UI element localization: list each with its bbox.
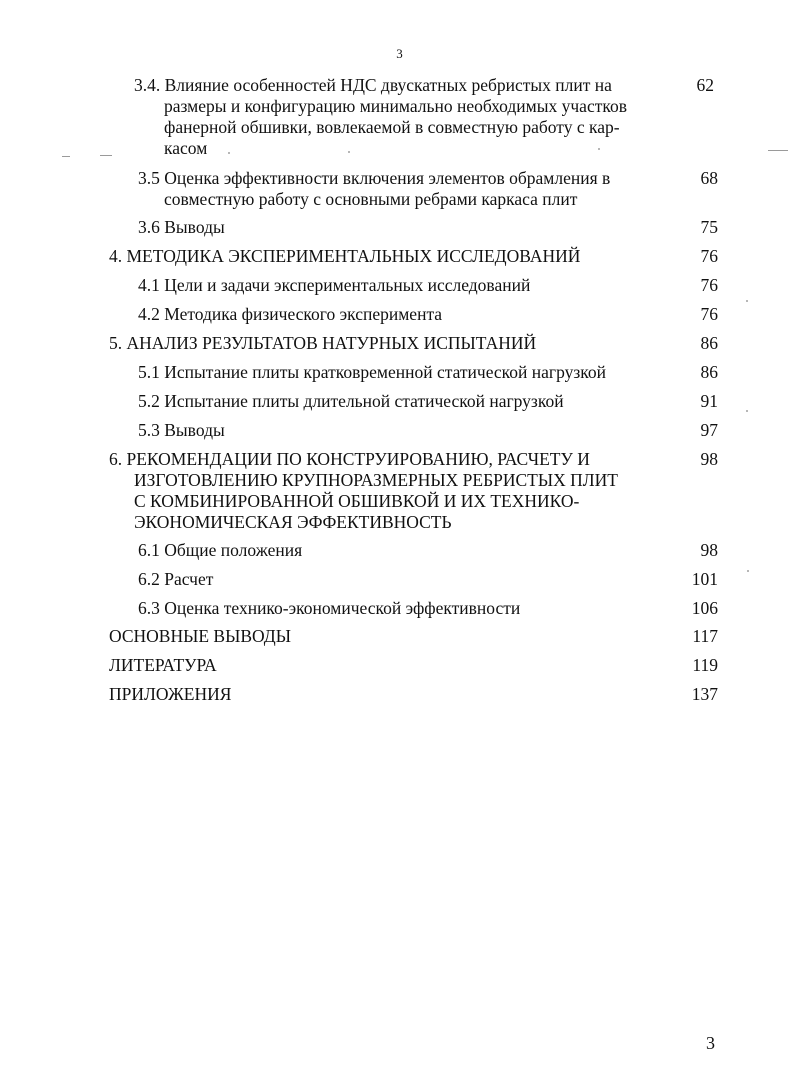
toc-entry-6-3-page: 106: [691, 598, 718, 618]
toc-entry-literature[interactable]: [109, 655, 718, 676]
toc-entry-literature-page: 119: [692, 655, 718, 675]
scan-artifact-dot-3: [598, 148, 600, 150]
toc-entry-3-4-line-3: фанерной обшивки, вовлекаемой в совместную работу с кар-: [164, 117, 620, 137]
toc-entry-appendices-page: 137: [691, 684, 718, 704]
toc-entry-3-6-title: 3.6 Выводы: [138, 217, 225, 237]
toc-entry-5-1-page: 86: [700, 362, 718, 382]
toc-entry-3-5[interactable]: [138, 168, 718, 210]
toc-entry-6-2-title: 6.2 Расчет: [138, 569, 214, 589]
scan-artifact-dot-1: [228, 152, 230, 154]
toc-entry-4-1[interactable]: [138, 275, 718, 296]
toc-entry-3-4-line-4: касом: [164, 138, 208, 158]
toc-entry-3-5-line-2: совместную работу с основными ребрами каркаса плит: [164, 189, 578, 209]
toc-entry-3-6[interactable]: [138, 217, 718, 238]
scan-artifact-dot-2: [348, 151, 350, 153]
toc-entry-6-1-title: 6.1 Общие положения: [138, 540, 303, 560]
toc-entry-conclusions-title: ОСНОВНЫЕ ВЫВОДЫ: [109, 626, 292, 646]
toc-entry-5-title: 5. АНАЛИЗ РЕЗУЛЬТАТОВ НАТУРНЫХ ИСПЫТАНИЙ: [109, 333, 537, 353]
page-number-top: 3: [396, 46, 403, 61]
toc-entry-6-line-3: С КОМБИНИРОВАННОЙ ОБШИВКОЙ И ИХ ТЕХНИКО-: [134, 491, 580, 511]
toc-entry-3-5-line-1: 3.5 Оценка эффективности включения элементов обрамления в: [138, 168, 611, 188]
toc-entry-3-6-page: 75: [700, 217, 718, 237]
toc-entry-conclusions-page: 117: [692, 626, 718, 646]
scan-artifact-left: [62, 156, 70, 157]
toc-entry-4-1-title: 4.1 Цели и задачи экспериментальных исследований: [138, 275, 531, 295]
toc-entry-6-1-page: 98: [700, 540, 718, 560]
toc-entry-5-3[interactable]: [138, 420, 718, 441]
toc-entry-conclusions[interactable]: [109, 626, 718, 647]
toc-entry-5-1-title: 5.1 Испытание плиты кратковременной статической нагрузкой: [138, 362, 606, 382]
toc-entry-3-4-line-2: размеры и конфигурацию минимально необходимых участков: [164, 96, 627, 116]
toc-entry-5-2-page: 91: [700, 391, 718, 411]
toc-entry-6-2-page: 101: [691, 569, 718, 589]
toc-entry-6-line-4: ЭКОНОМИЧЕСКАЯ ЭФФЕКТИВНОСТЬ: [134, 512, 452, 532]
toc-entry-4-2-title: 4.2 Методика физического эксперимента: [138, 304, 443, 324]
toc-entry-3-4[interactable]: [134, 75, 714, 159]
scan-artifact-dot-4: [746, 300, 748, 302]
toc-entry-4-1-page: 76: [700, 275, 718, 295]
toc-entry-6[interactable]: [109, 449, 718, 533]
scan-artifact-right: [768, 150, 788, 151]
toc-entry-5-2[interactable]: [138, 391, 718, 412]
toc-entry-appendices-title: ПРИЛОЖЕНИЯ: [109, 684, 232, 704]
toc-entry-6-3-title: 6.3 Оценка технико-экономической эффективности: [138, 598, 521, 618]
toc-entry-5-1[interactable]: [138, 362, 718, 383]
toc-entry-3-4-line-1: 3.4. Влияние особенностей НДС двускатных ребристых плит на: [134, 75, 612, 95]
toc-entry-3-5-page: 68: [700, 168, 718, 188]
scan-artifact-left-2: [100, 155, 112, 156]
toc-entry-5[interactable]: [109, 333, 718, 354]
toc-entry-appendices[interactable]: [109, 684, 718, 705]
toc-entry-5-3-page: 97: [700, 420, 718, 440]
toc-entry-3-4-page: 62: [696, 75, 714, 95]
toc-entry-literature-title: ЛИТЕРАТУРА: [109, 655, 217, 675]
scan-artifact-dot-5: [746, 410, 748, 412]
toc-entry-5-2-title: 5.2 Испытание плиты длительной статической нагрузкой: [138, 391, 564, 411]
toc-entry-5-3-title: 5.3 Выводы: [138, 420, 225, 440]
toc-entry-6-line-2: ИЗГОТОВЛЕНИЮ КРУПНОРАЗМЕРНЫХ РЕБРИСТЫХ ПЛИТ: [134, 470, 618, 490]
toc-entry-6-line-1: 6. РЕКОМЕНДАЦИИ ПО КОНСТРУИРОВАНИЮ, РАСЧЕТУ И: [109, 449, 590, 469]
toc-entry-5-page: 86: [700, 333, 718, 353]
toc-entry-6-2[interactable]: [138, 569, 718, 590]
toc-entry-4-2-page: 76: [700, 304, 718, 324]
toc-entry-6-1[interactable]: [138, 540, 718, 561]
scan-artifact-dot-6: [747, 570, 749, 572]
toc-entry-6-page: 98: [700, 449, 718, 469]
toc-entry-4-2[interactable]: [138, 304, 718, 325]
toc-entry-4-title: 4. МЕТОДИКА ЭКСПЕРИМЕНТАЛЬНЫХ ИССЛЕДОВАНИЙ: [109, 246, 581, 266]
page-number-bottom: 3: [706, 1033, 715, 1053]
toc-entry-4-page: 76: [700, 246, 718, 266]
toc-entry-4[interactable]: [109, 246, 718, 267]
toc-entry-6-3[interactable]: [138, 598, 718, 619]
